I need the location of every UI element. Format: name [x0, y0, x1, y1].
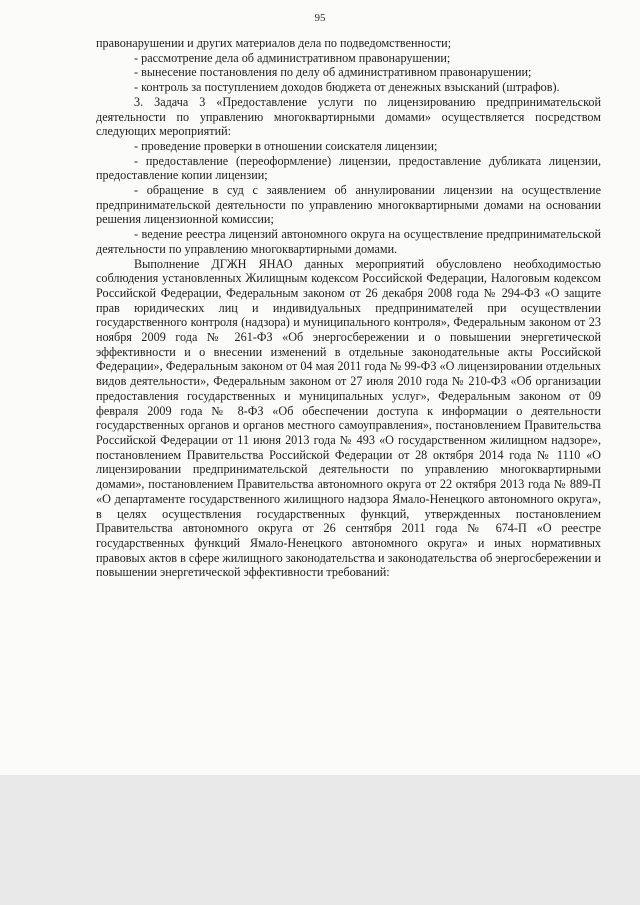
page-background — [0, 775, 640, 905]
paragraph: - проведение проверки в отношении соискателя лицензии; — [134, 138, 438, 153]
paragraph: - рассмотрение дела об административном правонарушении; — [134, 50, 451, 65]
page-number: 95 — [314, 12, 326, 24]
paragraph: 3. Задача 3 «Предоставление услуги по лицензированию предпринимательской деятельности по управлению многоквартирными домами» осуществляется посредством следующих мероприятий: — [96, 94, 601, 139]
paragraph: - ведение реестра лицензий автономного округа на осуществление предпринимательской деятельности по управлению многоквартирными домами. — [96, 227, 601, 256]
paragraph: Выполнение ДГЖН ЯНАО данных мероприятий обусловлено необходимостью соблюдения установленных Жилищным кодексом Российской Федерации, Налоговым кодексом Российской Федерации, Федеральным законом от 26 декабря 2008 года № 294-ФЗ «О защите прав юридических лиц и индивидуальных предпринимателей при осуществлении государственного контроля (надзора) и муниципального контроля», Федеральным законом от 23 ноября 2009 года № 261-ФЗ «Об энергосбережении и о повышении энергетической эффективности и о внесении изменений в отдельные законодательные акты Российской Федерации», Федеральным законом от 04 мая 2011 года № 99-ФЗ «О лицензировании отдельных видов деятельности», Федеральным законом от 27 июля 2010 года № 210-ФЗ «Об организации предоставления государственных и муниципальных услуг», Федеральным законом от 09 февраля 2009 года № 8-ФЗ «Об обеспечении доступа к информации о деятельности государственных органов и органов местного самоуправления», постановлением Правительства Российской Федерации от 11 июня 2013 года № 493 «О государственном жилищном надзоре», постановлением Правительства Российской Федерации от 28 октября 2014 года № 1110 «О лицензировании предпринимательской деятельности по управлению многоквартирными домами», постановлением Правительства автономного округа от 22 октября 2013 года № 889-П «О департаменте государственного жилищного надзора Ямало-Ненецкого автономного округа», в целях осуществления государственных функций, утвержденных постановлением Правительства автономного округа от 26 сентября 2011 года № 674-П «О реестре государственных функций Ямало-Ненецкого автономного округа» и иных нормативных правовых актов в сфере жилищного законодательства и законодательства об энергосбережении и повышении энергетической эффективности требований: — [96, 256, 601, 580]
paragraph: - предоставление (переоформление) лицензии, предоставление дубликата лицензии, предоставление копии лицензии; — [96, 153, 601, 183]
paragraph: правонарушении и других материалов дела по подведомственности; — [96, 36, 452, 50]
paragraph: - вынесение постановления по делу об административном правонарушении; — [134, 65, 532, 80]
document-body — [96, 36, 601, 580]
paragraph: - обращение в суд с заявлением об аннулировании лицензии на осуществление предпринимательской деятельности по управлению многоквартирными домами на основании решения лицензионной комиссии; — [96, 183, 601, 227]
paragraph: - контроль за поступлением доходов бюджета от денежных взысканий (штрафов). — [134, 80, 560, 95]
